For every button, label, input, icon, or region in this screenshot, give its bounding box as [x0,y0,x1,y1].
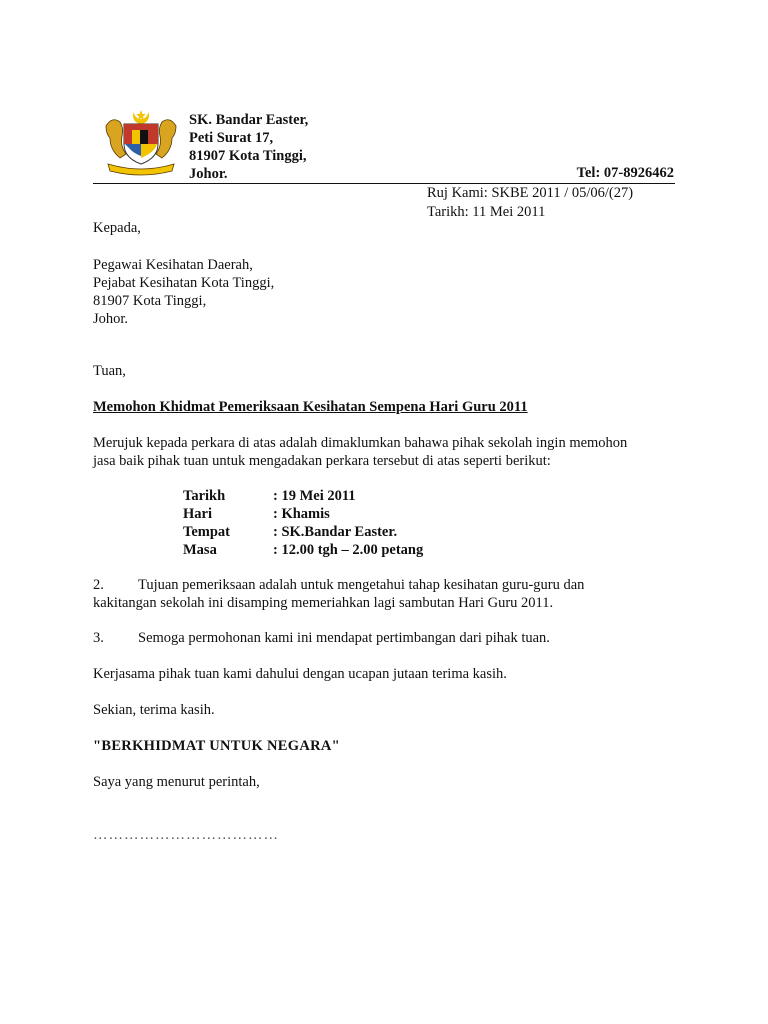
recipient-address-line: 81907 Kota Tinggi, [93,293,207,309]
sender-address [189,111,308,183]
recipient-address-line: Pegawai Kesihatan Daerah, [93,257,253,273]
detail-label: Masa [183,542,217,558]
detail-value: : SK.Bandar Easter. [273,524,398,540]
paragraph-number: 3. [93,630,104,646]
sender-address-line: 81907 Kota Tinggi, [189,148,307,164]
motto: "BERKHIDMAT UNTUK NEGARA" [93,738,341,754]
detail-value: : 19 Mei 2011 [273,488,356,504]
paragraph-1 [93,434,627,470]
malaysia-coat-of-arms-logo [100,108,182,176]
sender-address-line: Peti Surat 17, [189,130,274,146]
paragraph-3 [93,629,550,647]
recipient-salutation: Kepada, [93,220,141,236]
sign-off: Saya yang menurut perintah, [93,774,260,790]
signature-line: ……………………………… [93,827,279,843]
detail-label: Hari [183,506,212,522]
paragraph-line: jasa baik pihak tuan untuk mengadakan perkara tersebut di atas seperti berikut: [93,453,551,469]
detail-label: Tempat [183,524,230,540]
detail-row [183,523,423,541]
letter-date: Tarikh: 11 Mei 2011 [427,204,546,220]
paragraph-line: Merujuk kepada perkara di atas adalah dimaklumkan bahawa pihak sekolah ingin memohon [93,435,628,451]
telephone-number: Tel: 07-8926462 [576,165,674,181]
paragraph-line: kakitangan sekolah ini disamping memeriahkan lagi sambutan Hari Guru 2011. [93,595,554,611]
recipient-address-line: Pejabat Kesihatan Kota Tinggi, [93,275,275,291]
event-details [183,487,423,559]
paragraph-line: Tujuan pemeriksaan adalah untuk mengetahui tahap kesihatan guru-guru dan [138,577,585,593]
recipient-address-line: Johor. [93,311,129,327]
sender-address-line: Johor. [189,166,228,182]
paragraph-number: 2. [93,577,104,593]
greeting: Tuan, [93,363,126,379]
detail-value: : 12.00 tgh – 2.00 petang [273,542,424,558]
paragraph-4: Kerjasama pihak tuan kami dahului dengan ucapan jutaan terima kasih. [93,666,507,682]
reference-number: Ruj Kami: SKBE 2011 / 05/06/(27) [427,185,634,201]
detail-row [183,505,423,523]
paragraph-2 [93,576,584,612]
paragraph-line: Semoga permohonan kami ini mendapat pertimbangan dari pihak tuan. [138,630,550,646]
recipient-address [93,256,274,328]
detail-value: : Khamis [273,506,330,522]
closing-remark: Sekian, terima kasih. [93,702,215,718]
detail-row [183,487,423,505]
sender-address-line: SK. Bandar Easter, [189,112,309,128]
detail-row [183,541,423,559]
letter-subject: Memohon Khidmat Pemeriksaan Kesihatan Sempena Hari Guru 2011 [93,399,528,415]
reference-block [427,184,633,222]
detail-label: Tarikh [183,488,226,504]
